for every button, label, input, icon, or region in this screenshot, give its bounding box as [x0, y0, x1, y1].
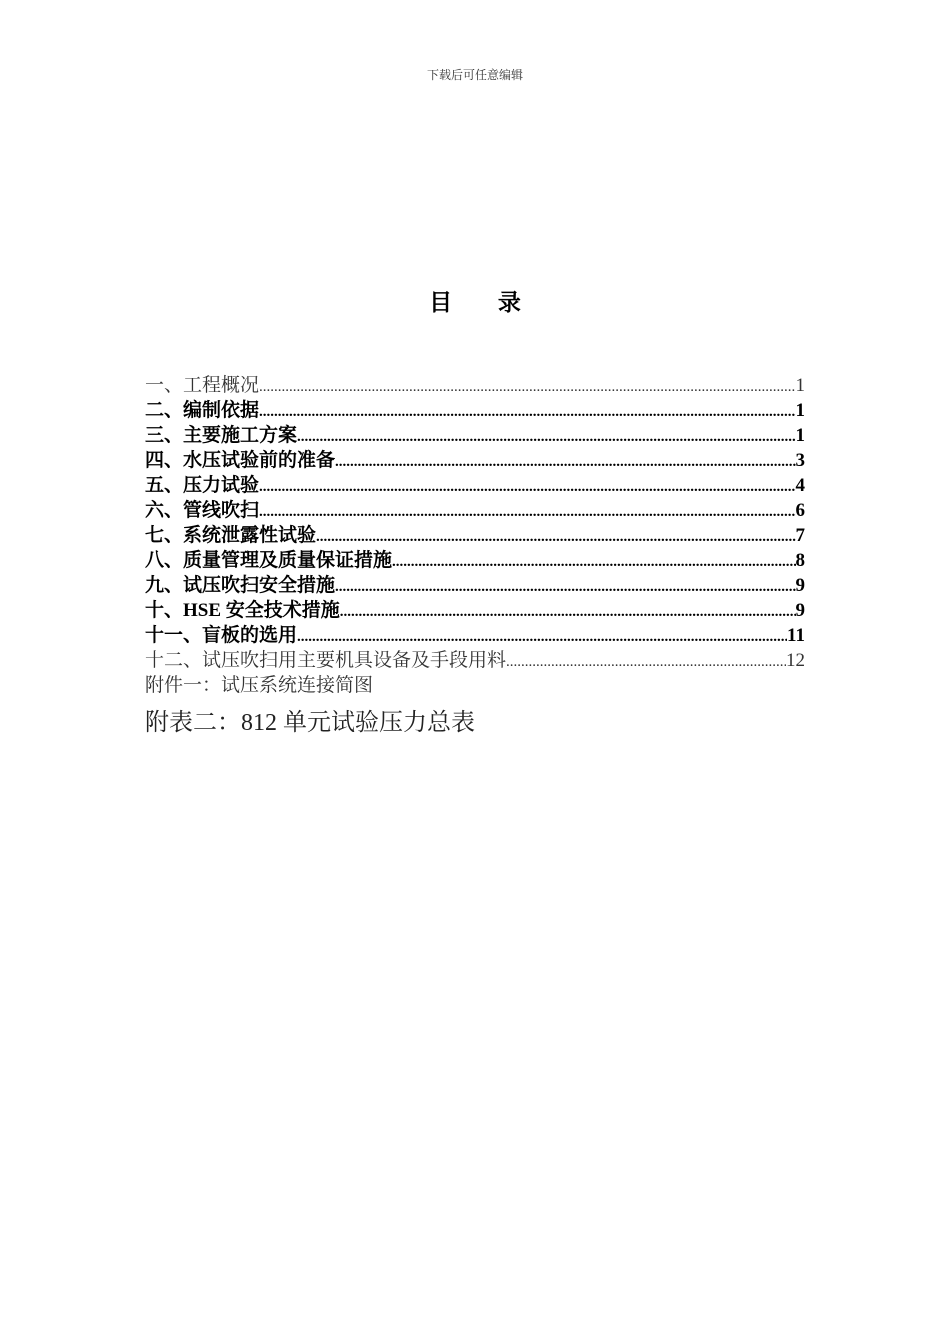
toc-entry[interactable] — [145, 373, 805, 398]
toc-entry-page: 8 — [795, 550, 805, 571]
toc-leader-dots — [392, 550, 795, 573]
toc-entry-label: 二、编制依据 — [145, 400, 260, 421]
toc-entry-page: 9 — [795, 600, 805, 621]
attachment-2: 附表二：812 单元试验压力总表 — [145, 710, 475, 736]
toc-entry-label: 六、管线吹扫 — [145, 500, 260, 521]
toc-entry-label: 十、HSE 安全技术措施 — [145, 600, 340, 621]
toc-leader-dots — [259, 475, 795, 498]
toc-leader-dots — [259, 500, 795, 523]
toc-entry-page: 4 — [795, 475, 805, 496]
toc-leader-dots — [506, 650, 786, 673]
toc-leader-dots — [259, 375, 795, 398]
toc-leader-dots — [297, 625, 787, 648]
toc-entry-label: 三、主要施工方案 — [145, 425, 298, 446]
toc-entry[interactable] — [145, 523, 805, 548]
table-of-contents — [145, 373, 805, 740]
header-note: 下载后可任意编辑 — [426, 68, 523, 82]
attachment-1: 附件一：试压系统连接简图 — [145, 675, 374, 696]
toc-entry[interactable] — [145, 623, 805, 648]
toc-entry[interactable] — [145, 498, 805, 523]
toc-entry[interactable] — [145, 473, 805, 498]
toc-entry[interactable] — [145, 423, 805, 448]
toc-leader-dots — [297, 425, 795, 448]
toc-entry[interactable] — [145, 548, 805, 573]
toc-entry[interactable] — [145, 598, 805, 623]
toc-entry-label: 十一、盲板的选用 — [145, 625, 298, 646]
toc-entry-page: 1 — [795, 375, 805, 396]
toc-entry-label: 九、试压吹扫安全措施 — [145, 575, 336, 596]
toc-leader-dots — [259, 400, 795, 423]
toc-entry-page: 7 — [795, 525, 805, 546]
toc-entry-page: 9 — [795, 575, 805, 596]
toc-entry-page: 1 — [795, 400, 805, 421]
toc-leader-dots — [316, 525, 795, 548]
toc-entry-page: 1 — [795, 425, 805, 446]
toc-leader-dots — [335, 575, 795, 598]
toc-entry[interactable] — [145, 398, 805, 423]
toc-entry[interactable] — [145, 573, 805, 598]
toc-title: 目 录 — [429, 290, 541, 315]
toc-entry[interactable] — [145, 648, 805, 673]
toc-entry-label: 一、工程概况 — [145, 375, 260, 396]
toc-entry-label: 十二、试压吹扫用主要机具设备及手段用料 — [145, 650, 507, 671]
toc-entry-page: 6 — [795, 500, 805, 521]
toc-entry-label: 四、水压试验前的准备 — [145, 450, 336, 471]
toc-entry-label: 五、压力试验 — [145, 475, 260, 496]
toc-leader-dots — [340, 600, 796, 623]
toc-entry-page: 11 — [787, 625, 805, 646]
toc-leader-dots — [335, 450, 795, 473]
toc-entry-page: 12 — [786, 650, 805, 671]
toc-entry-page: 3 — [795, 450, 805, 471]
toc-entry-label: 七、系统泄露性试验 — [145, 525, 317, 546]
toc-entry-label: 八、质量管理及质量保证措施 — [145, 550, 393, 571]
toc-entry[interactable] — [145, 448, 805, 473]
